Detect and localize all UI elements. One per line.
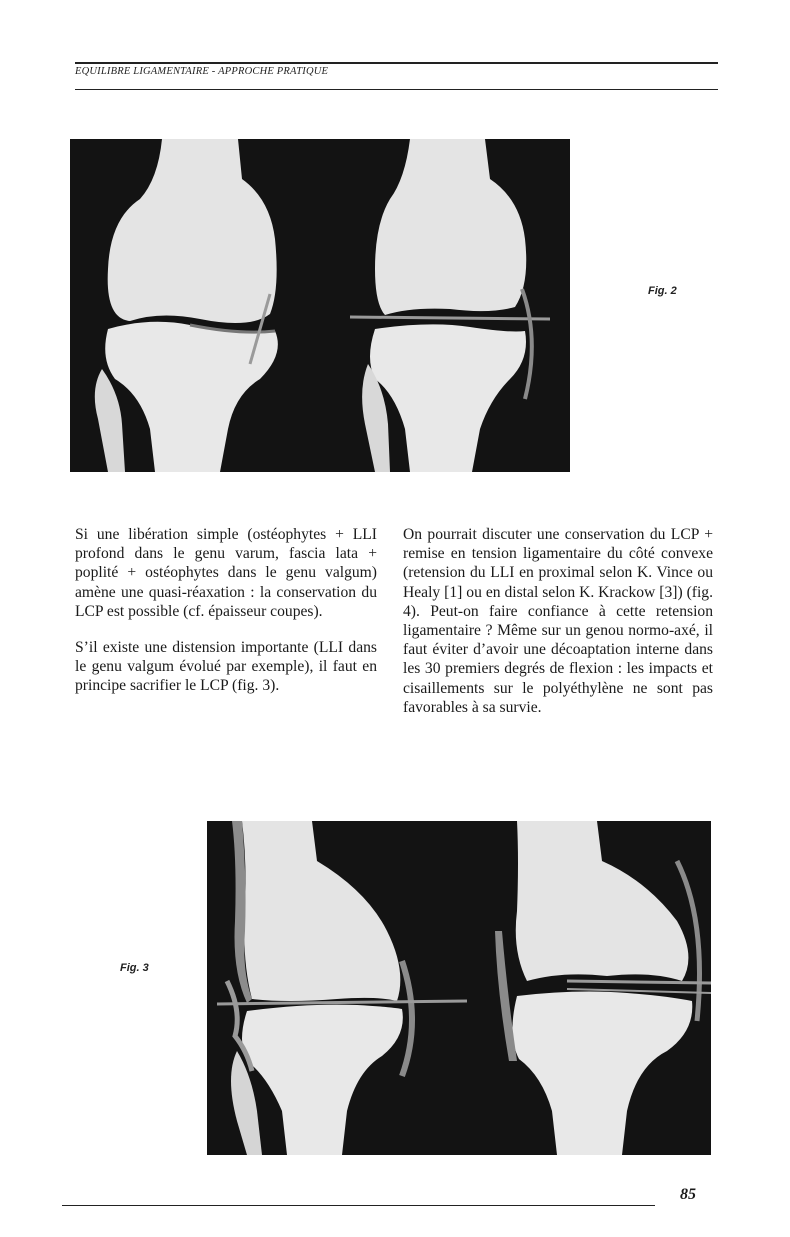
left-paragraph-2: S’il existe une distension importante (LLI dans le genu valgum évolué par exemple), il faut en principe sacrifier le LCP (fig. 3). — [75, 639, 377, 695]
page-number: 85 — [680, 1186, 696, 1203]
header-bottom-rule — [75, 89, 718, 90]
running-header: EQUILIBRE LIGAMENTAIRE - APPROCHE PRATIQUE — [75, 66, 329, 77]
left-column-text — [75, 525, 377, 713]
figure-2-image — [70, 139, 570, 472]
right-paragraph-1: On pourrait discuter une conservation du LCP + remise en tension ligamentaire du côté convexe (retension du LLI en proximal selon K. Vince ou Healy [1] ou en distal selon K. Krackow [3]) (fig. 4). Peut-on faire confiance à cette retension ligamentaire ? Même sur un genou normo-axé, il faut éviter d’avoir une décoaptation interne dans les 30 premiers degrés de flexion : les impacts et cisaillements sur le polyéthylène ne sont pas favorables à sa survie. — [403, 526, 713, 716]
figure-3-image — [207, 821, 711, 1155]
figure-3-caption: Fig. 3 — [120, 962, 149, 974]
right-column-text — [403, 525, 713, 734]
left-paragraph-1: Si une libération simple (ostéophytes + LLI profond dans le genu varum, fascia lata + poplité + ostéophytes dans le genu valgum) amène une quasi-réaxation : la conservation du LCP est possible (cf. épaisseur coupes). — [75, 526, 377, 620]
header-top-rule — [75, 62, 718, 64]
figure-2-caption: Fig. 2 — [648, 285, 677, 297]
footer-rule — [62, 1205, 655, 1206]
